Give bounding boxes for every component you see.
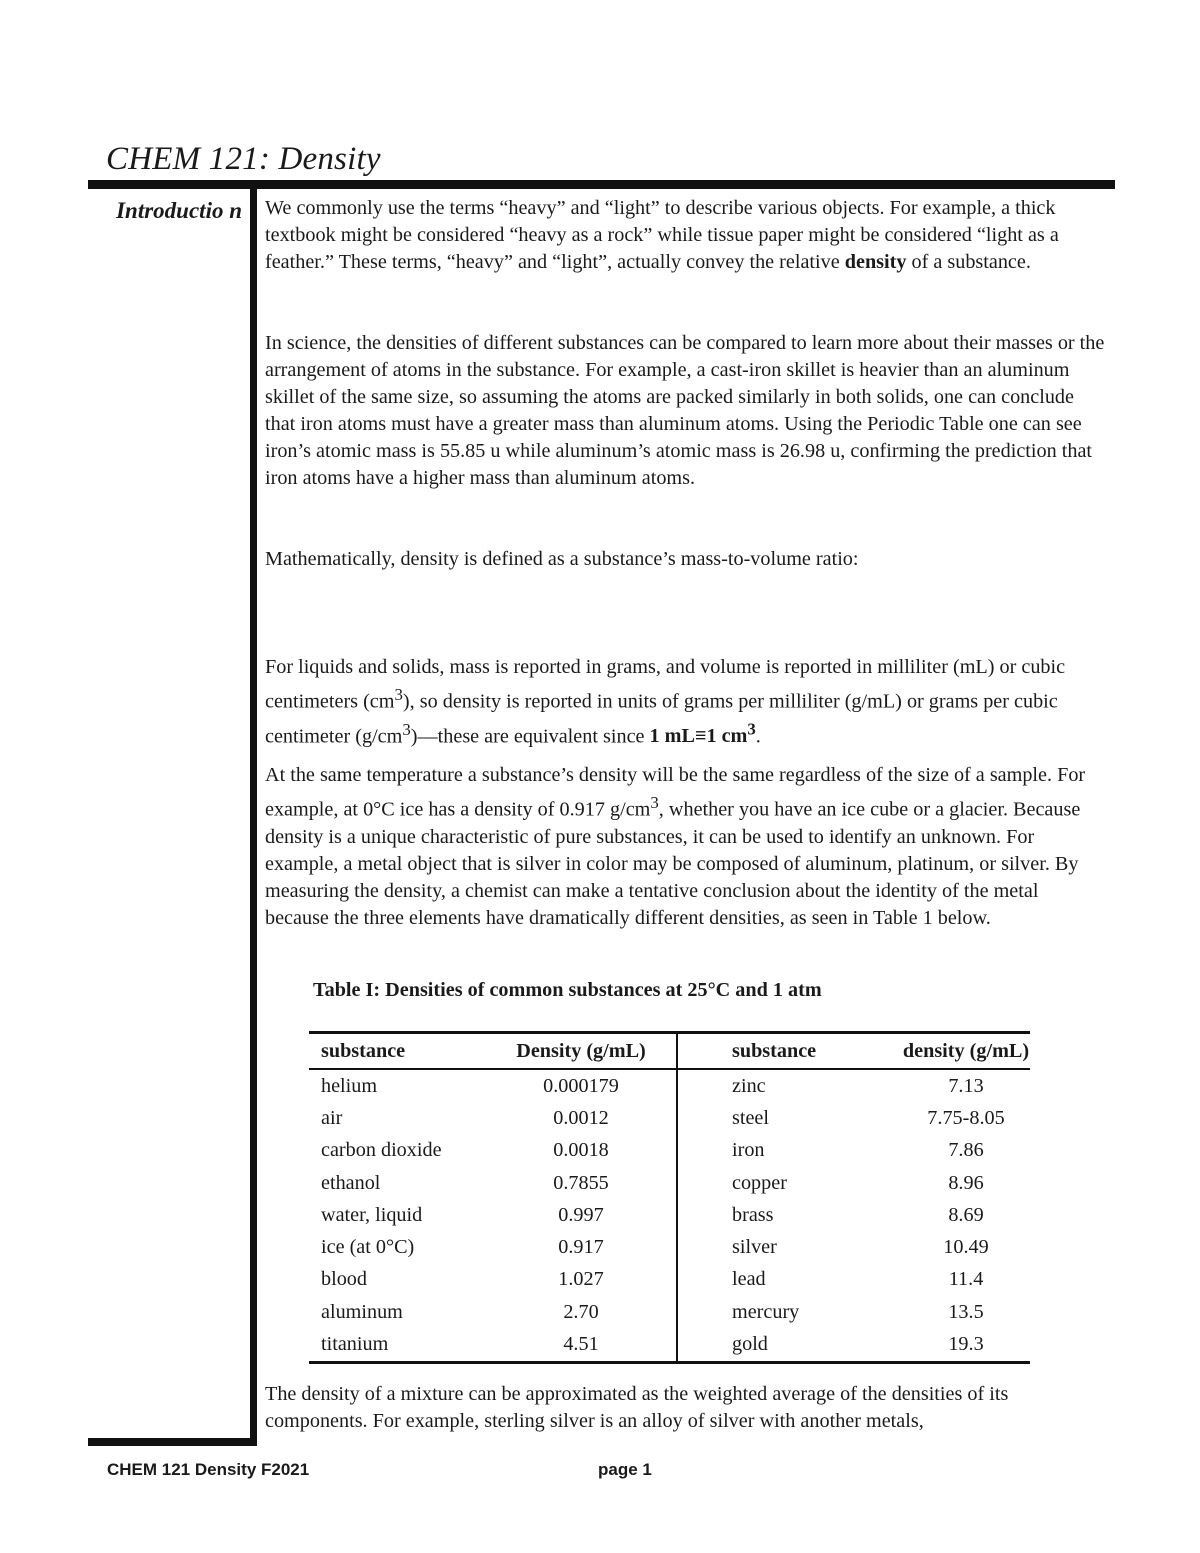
table-cell: 0.000179 — [543, 1074, 619, 1097]
paragraph-4-text-a: For liquids and solids, mass is reported in grams, and volume is reported in milliliter (mL) or cubic centimeters (cm — [265, 656, 1066, 713]
table-row — [309, 1167, 1030, 1199]
table-row — [309, 1264, 1030, 1296]
table-cell: mercury — [677, 1296, 902, 1328]
superscript: 3 — [402, 719, 411, 739]
paragraph-5-text-b: , whether you have an ice cube or a glacier. Because density is a unique characteristic of pure substances, it can be used to identify an unknown. For example, a metal object that is silver in color may be composed of aluminum, platinum, or silver. By measuring the density, a chemist can make a tentative conclusion about the identity of the metal because the three elements have dramatically different densities, as seen in Table 1 below. — [265, 798, 1081, 929]
table-cell: brass — [677, 1199, 902, 1231]
footer-course: CHEM 121 Density F2021 — [107, 1460, 310, 1479]
table-cell: 19.3 — [948, 1333, 984, 1356]
page-title: CHEM 121: Density — [106, 141, 381, 177]
table-cell: iron — [677, 1135, 902, 1167]
table-cell: ethanol — [321, 1171, 381, 1194]
unit-equivalence — [649, 719, 756, 748]
table-caption: Table I: Densities of common substances at 25°C and 1 atm — [313, 979, 822, 1001]
table-cell: 11.4 — [948, 1268, 984, 1291]
paragraph-5 — [265, 762, 1105, 932]
table-cell: carbon dioxide — [321, 1139, 442, 1162]
header-density: Density (g/mL) — [486, 1033, 677, 1070]
header-density-2: density (g/mL) — [902, 1033, 1030, 1070]
table-cell: 0.0018 — [553, 1139, 609, 1162]
header-substance: substance — [309, 1033, 486, 1070]
footer-page-number: page 1 — [598, 1460, 652, 1479]
density-table — [309, 1031, 1030, 1364]
table-cell: 7.86 — [948, 1139, 984, 1162]
table-row — [309, 1199, 1030, 1231]
table-cell: 0.0012 — [553, 1106, 609, 1129]
unit-equivalence-text: 1 mL≡1 cm — [649, 725, 748, 748]
table-row — [309, 1069, 1030, 1102]
table-row — [309, 1102, 1030, 1134]
superscript: 3 — [650, 793, 659, 812]
density-term: density — [844, 251, 907, 273]
title-rule — [88, 180, 1115, 189]
paragraph-4-end: . — [755, 725, 761, 748]
table-row — [309, 1135, 1030, 1167]
section-label: Introductio n — [116, 198, 242, 223]
table-cell: steel — [677, 1102, 902, 1134]
paragraph-4-text-b: ), so density is reported in units of grams per milliliter (g/mL) or grams per cubic centimeter (g/cm — [265, 690, 1058, 748]
table-cell: aluminum — [321, 1300, 403, 1323]
table-cell: gold — [677, 1328, 902, 1362]
paragraph-3: Mathematically, density is defined as a substance’s mass-to-volume ratio: — [265, 548, 859, 570]
table-cell: air — [321, 1106, 343, 1129]
table-cell: 0.7855 — [553, 1171, 609, 1194]
paragraph-6: The density of a mixture can be approximated as the weighted average of the densities of its components. For example, sterling silver is an alloy of silver with another metals, — [265, 1383, 1009, 1432]
table-cell: 8.69 — [948, 1203, 984, 1226]
paragraph-1-end: of a substance. — [906, 251, 1031, 273]
paragraph-5-text-a: At the same temperature a substance’s density will be the same regardless of the size of a sample. For example, at 0°C ice has a density of 0.917 g/cm — [265, 764, 1086, 821]
table-cell: ice (at 0°C) — [321, 1236, 415, 1259]
table-cell: water, liquid — [321, 1203, 423, 1226]
table-cell: 0.997 — [558, 1203, 604, 1226]
table-cell: zinc — [677, 1069, 902, 1102]
table-cell: 7.75-8.05 — [927, 1106, 1005, 1129]
introduction-body — [265, 195, 1105, 929]
table-cell: lead — [677, 1264, 902, 1296]
table-cell: 0.917 — [558, 1236, 604, 1259]
paragraph-1 — [265, 195, 1105, 276]
section-divider-rule — [250, 189, 257, 1445]
paragraph-1-text: We commonly use the terms “heavy” and “light” to describe various objects. For example, a thick textbook might be considered “heavy as a rock” while tissue paper might be considered “light as a feather.” These terms, “heavy” and “light”, actually convey the relative — [265, 197, 1059, 273]
paragraph-2: In science, the densities of different substances can be compared to learn more about their masses or the arrangement of atoms in the substance. For example, a cast-iron skillet is heavier than an aluminum skillet of the same size, so assuming the atoms are packed similarly in both solids, one can conclude that iron atoms must have a greater mass than aluminum atoms. Using the Periodic Table one can see iron’s atomic mass is 55.85 u while aluminum’s atomic mass is 26.98 u, confirming the prediction that iron atoms have a higher mass than aluminum atoms. — [265, 332, 1105, 489]
table-header-row — [309, 1033, 1030, 1070]
table-cell: helium — [321, 1074, 378, 1097]
header-substance-2: substance — [677, 1033, 902, 1070]
table-cell: titanium — [321, 1333, 389, 1356]
table-cell: 13.5 — [948, 1300, 984, 1323]
table-cell: 8.96 — [948, 1171, 984, 1194]
table-cell: 10.49 — [943, 1236, 989, 1259]
paragraph-4 — [265, 654, 1105, 750]
table-cell: blood — [321, 1268, 367, 1291]
section-bottom-rule — [88, 1438, 257, 1446]
table-cell: copper — [677, 1167, 902, 1199]
superscript: 3 — [394, 685, 403, 704]
table-row — [309, 1231, 1030, 1263]
table-cell: 4.51 — [563, 1333, 599, 1356]
table-row — [309, 1328, 1030, 1362]
table-cell: silver — [677, 1231, 902, 1263]
table-cell: 1.027 — [558, 1268, 604, 1291]
table-cell: 7.13 — [948, 1074, 984, 1097]
table-cell: 2.70 — [563, 1300, 599, 1323]
table-row — [309, 1296, 1030, 1328]
superscript: 3 — [747, 719, 756, 739]
paragraph-4-text-c: )—these are equivalent since — [410, 725, 650, 748]
